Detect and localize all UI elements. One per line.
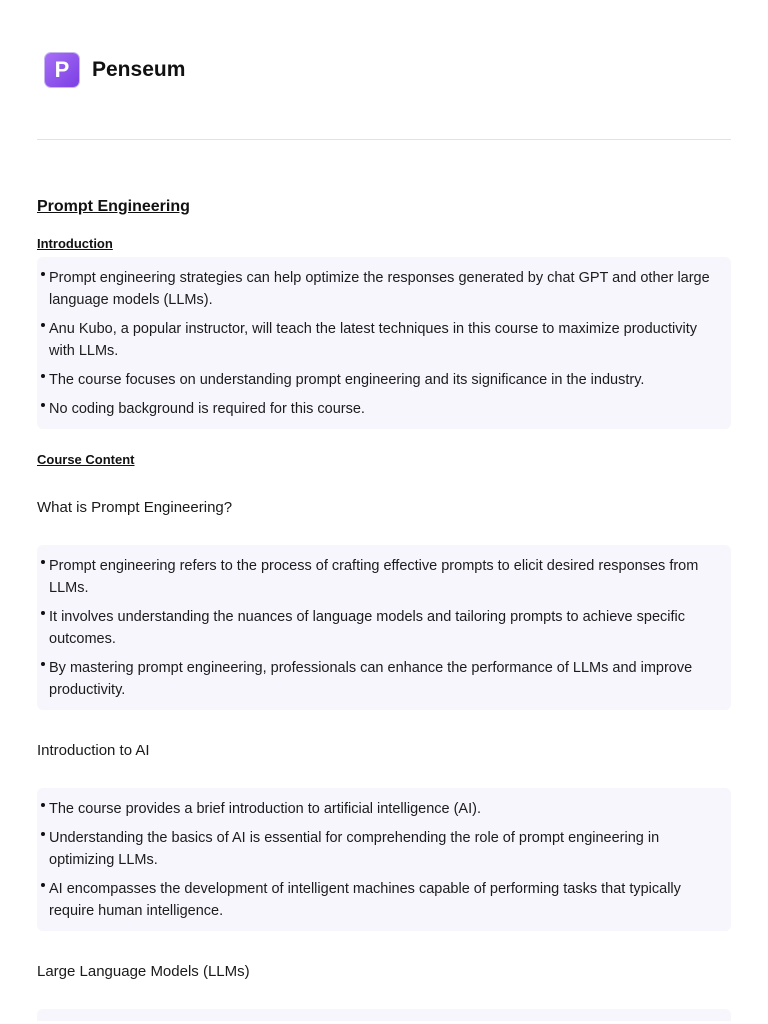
- list-item: It involves understanding the nuances of language models and tailoring prompts to achieve specific outcomes.: [49, 606, 717, 650]
- introduction-heading: Introduction: [37, 236, 113, 251]
- list-item: Prompt engineering refers to the process of crafting effective prompts to elicit desired responses from LLMs.: [49, 555, 717, 599]
- list-item: No coding background is required for this course.: [49, 398, 717, 420]
- section-title-introduction-to-ai: Introduction to AI: [37, 742, 150, 759]
- section-list: [49, 555, 717, 701]
- list-item: The course focuses on understanding prompt engineering and its significance in the industry.: [49, 369, 717, 391]
- section-title-large-language-models: Large Language Models (LLMs): [37, 963, 250, 980]
- introduction-list: [49, 267, 717, 420]
- introduction-box: [37, 257, 731, 429]
- course-content-heading: Course Content: [37, 452, 135, 467]
- penseum-logo-icon[interactable]: [45, 53, 79, 87]
- section-box-large-language-models: [37, 1009, 731, 1021]
- list-item: The course provides a brief introduction to artificial intelligence (AI).: [49, 798, 717, 820]
- app-header: [37, 0, 731, 140]
- list-item: AI encompasses the development of intelligent machines capable of performing tasks that typically require human intelligence.: [49, 878, 717, 922]
- section-box-what-is-prompt-engineering: [37, 545, 731, 710]
- document-content: [37, 140, 731, 1021]
- list-item: Prompt engineering strategies can help optimize the responses generated by chat GPT and other large language models (LLMs).: [49, 267, 717, 311]
- list-item: By mastering prompt engineering, professionals can enhance the performance of LLMs and improve productivity.: [49, 657, 717, 701]
- section-box-introduction-to-ai: [37, 788, 731, 931]
- logo-letter: P: [54, 56, 70, 82]
- section-title-what-is-prompt-engineering: What is Prompt Engineering?: [37, 499, 233, 516]
- list-item: Understanding the basics of AI is essential for comprehending the role of prompt engineering in optimizing LLMs.: [49, 827, 717, 871]
- list-item: Anu Kubo, a popular instructor, will teach the latest techniques in this course to maximize productivity with LLMs.: [49, 318, 717, 362]
- brand-name[interactable]: Penseum: [92, 57, 186, 81]
- section-list: [49, 798, 717, 922]
- course-title: Prompt Engineering: [37, 198, 190, 215]
